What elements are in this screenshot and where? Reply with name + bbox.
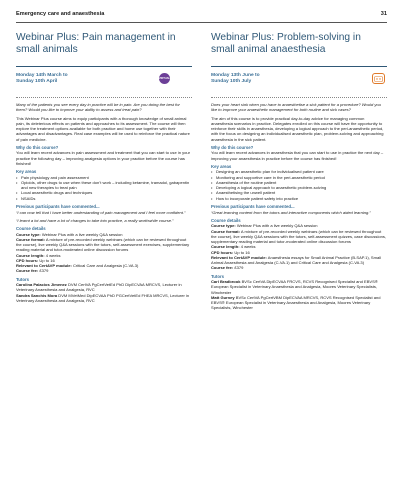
list-item: • Developing a logical approach to anaesthetic problem-solving: [211, 185, 387, 190]
testimonial-quote: “Great learning content from the tutors and interactive components which aided learning.”: [211, 209, 371, 215]
list-item: • Designing an anaesthetic plan for individualised patient care: [211, 169, 387, 174]
course-column-anaesthesia: [211, 32, 387, 311]
why-heading: Why do this course?: [16, 144, 59, 150]
course-fee: Course fee: £379: [211, 265, 244, 271]
tutor-entry: Matt Gurney BVSc CertVA PgCertVBM DipECVAA MRCVS, RCVS Recognised Specialist and EBVS® European Specialist in Veterinary Anaesthesia and Analgesia, Moores Veterinary Specialists, Winchester: [211, 294, 381, 311]
testimonial-quote: “I can now tell that I have better understanding of pain management and I feel more confident.”: [16, 209, 186, 215]
course-title: Webinar Plus: Problem-solving in small animal anaesthesia: [211, 32, 361, 55]
key-areas-heading: Key areas: [16, 169, 37, 175]
list-item: • Opioids, other drugs to use when these don’t work – including ketamine, tramadol, gabapentin and new therapies to treat pain: [16, 180, 192, 191]
testimonial-quote: “I learnt a lot and have a lot of changes to take into practice, a really worthwhile course.”: [16, 217, 174, 223]
tutor-entry: Sandra Sanchis Mora DVM MVetMed DipECVAA PhD PGCertVetEd FHEA MRCVS, Lecturer in Veterinary Anaesthesia and Analgesia, RVC: [16, 292, 190, 303]
why-heading: Why do this course?: [211, 144, 254, 150]
date-divider: [211, 97, 387, 98]
page-number: 31: [380, 11, 387, 17]
course-details-heading: Course details: [16, 226, 46, 232]
course-format: Course format: A mixture of pre-recorded weekly webinars (which can be reviewed throughout the course), live weekly Q&A sessions with the tutors, self-assessment quizzes, case discussions, supplementary reading material and tutor-moderated online discussion forums: [211, 228, 386, 245]
date-row: [211, 73, 387, 93]
list-item: • Anaesthetising the unwell patient: [211, 190, 387, 195]
course-dates: Monday 13th June to Sunday 10th July: [211, 73, 260, 84]
list-item: • Pain physiology and pain assessment: [16, 175, 192, 180]
intro-text: Many of the patients you see every day in practice will be in pain. Are you doing the best for them? Would you like to improve your ability to assess and treat pain?: [16, 102, 180, 113]
previous-participants-heading: Previous participants have commented...: [211, 203, 295, 209]
previous-participants-heading: Previous participants have commented...: [16, 203, 100, 209]
certavp-module: Relevant to CertAVP module: Anaesthesia essays for Small Animal Practice (B-SAP.1), Small Animal Anaesthesia and Analgesia (C-VA.1) and Critical Care and Analgesia (C-VA.3): [211, 254, 382, 266]
virtual-badge-icon: VIRTUAL: [159, 73, 170, 84]
why-text: You will learn recent advances in anaesthesia that you can start to use in practice the next day – improving your anaesthesia in practice before the course has finished!: [211, 150, 384, 161]
course-type: Course type: Webinar Plus with a live weekly Q&A session: [16, 231, 123, 237]
tutor-entry: Carolina Palacios Jimenez DVM CertVA PgCertVetEd PhD DipECVAA MRCVS, Lecturer in Veterinary Anaesthesia and Analgesia, RVC: [16, 282, 182, 293]
course-type: Course type: Webinar Plus with a live weekly Q&A session: [211, 223, 318, 229]
section-title: Emergency care and anaesthesia: [16, 11, 105, 17]
header-divider: [16, 22, 387, 23]
description-text: This Webinar Plus course aims to equip participants with a thorough knowledge of small animal pain, its deleterious effects on patients and approaches to its assessment. The course will then explore the treatment options available for both practice and home use together with their advantages and disadvantages. Real case examples will be used to reinforce the practical nature of pain medicine.: [16, 115, 190, 142]
intro-text: Does your heart sink when you have to anaesthetise a sick patient for a procedure? Would you like to improve your anaesthetic management for both routine and sick cases?: [211, 102, 381, 113]
webinar-icon: [372, 73, 385, 84]
tutors-heading: Tutors: [16, 276, 30, 282]
date-row: [16, 73, 192, 93]
list-item: • Anaesthesia of the routine patient: [211, 180, 387, 185]
page-header: [16, 8, 387, 20]
list-item: • How to incorporate patient safety into practice: [211, 196, 387, 201]
list-item: • Local anaesthetic drugs and techniques: [16, 190, 192, 195]
tutors-heading: Tutors: [211, 273, 225, 279]
key-areas-heading: Key areas: [211, 163, 232, 169]
key-areas-list: [211, 169, 387, 201]
tutor-entry: Carl Bradbrook BVSc CertVA DipECVAA FRCVS, RCVS Recognised Specialist and EBVS® European Specialist in Veterinary Anaesthesia and Analgesia, Moores Veterinary Specialists, Winchester: [211, 279, 378, 295]
course-details-heading: Course details: [211, 217, 241, 223]
description-text: The aim of this course is to provide practical day-to-day advice for managing common anaesthesia scenarios in practice. Delegates enrolled on this course will have the opportunity to reinforce their skills in anaesthesia, developing a logical approach to the peri-anaesthetic period, with the focus on designing an individualised anaesthetic plan, problem-solving and approaching anaesthesia in the sick patient.: [211, 115, 384, 142]
certavp-module: Relevant to CertAVP module: Critical Care and Analgesia (C-VA.3): [16, 263, 139, 269]
date-divider: [16, 97, 192, 98]
cpd-hours: CPD hours: Up to 16: [16, 257, 55, 263]
list-item: • NSAIDs: [16, 196, 192, 201]
course-dates: Monday 14th March to Sunday 10th April: [16, 73, 68, 84]
course-fee: Course fee: £379: [16, 268, 49, 274]
list-item: • Monitoring and supportive care in the peri-anaesthetic period: [211, 175, 387, 180]
course-length: Course length: 4 weeks: [211, 244, 256, 250]
key-areas-list: [16, 175, 192, 201]
course-column-pain-management: [16, 32, 192, 303]
why-text: You will learn recent advances in pain assessment and treatment that you can start to use in your practice the following day – improving analgesia options in your practice before the course has finished!: [16, 150, 190, 166]
title-divider: [211, 66, 387, 67]
cpd-hours: CPD hours: Up to 16: [211, 249, 250, 255]
course-title: Webinar Plus: Pain management in small animals: [16, 32, 176, 55]
course-length: Course length: 4 weeks: [16, 252, 61, 258]
title-divider: [16, 66, 192, 67]
course-format: Course format: A mixture of pre-recorded weekly webinars (which can be reviewed throughout the course), live weekly Q&A sessions with the tutors, self-assessment exercises, supplementary reading material and tutor-moderated online discussion forums: [16, 236, 190, 253]
